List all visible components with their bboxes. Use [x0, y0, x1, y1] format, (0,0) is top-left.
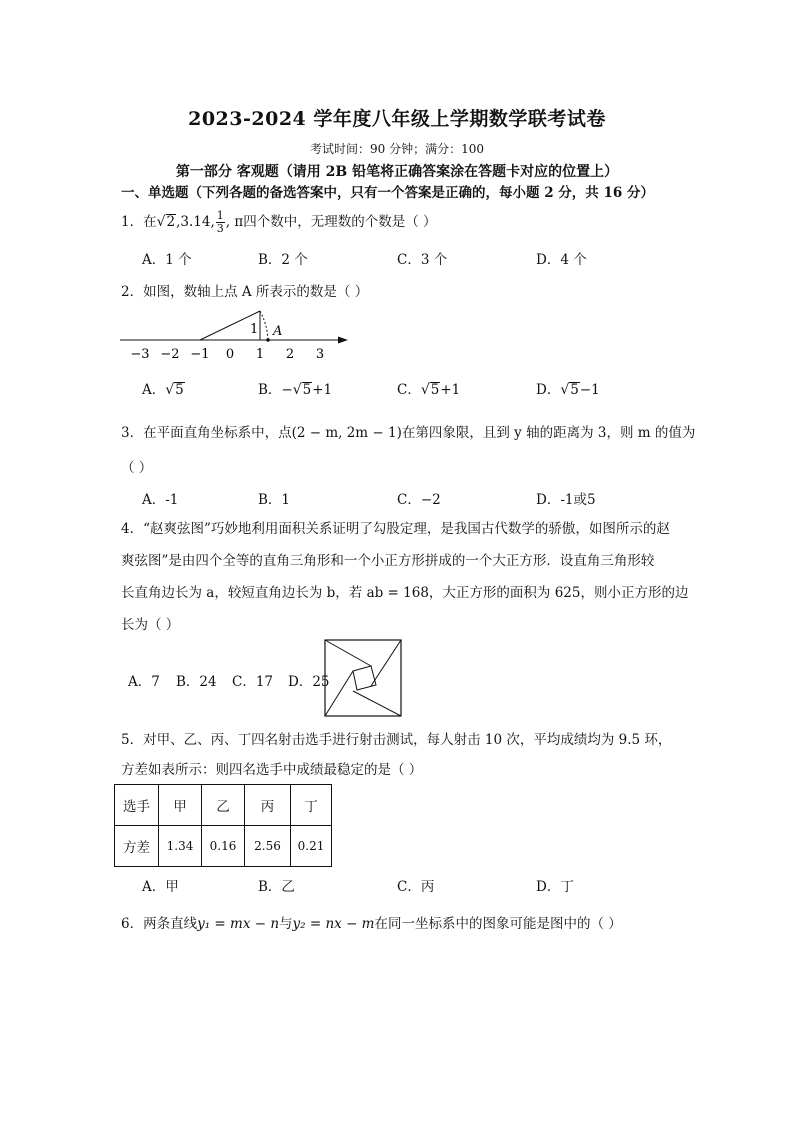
q6-prefix: 6．两条直线 [121, 916, 198, 932]
q2-option-a[interactable] [142, 378, 185, 398]
q1-frac-num: 1 [216, 209, 224, 222]
q2-option-d[interactable] [536, 378, 600, 398]
q4-option-a[interactable]: A．7 [128, 674, 160, 690]
sqrt-symbol: √ [560, 382, 570, 398]
number-line-figure [118, 302, 358, 364]
variance-table [114, 784, 332, 867]
question-2-stem: 2．如图，数轴上点 A 所表示的数是（ ） [121, 284, 369, 300]
q6-suffix: 在同一坐标系中的图象可能是图中的（ ） [374, 916, 622, 932]
small-square [353, 666, 376, 690]
question-5-line-1: 5．对甲、乙、丙、丁四名射击选手进行射击测试，每人射击 10 次，平均成绩均为 9.5 环， [121, 732, 672, 748]
option-radicand: 5 [570, 382, 579, 398]
option-letter: D． [536, 382, 561, 398]
question-1-stem [121, 210, 437, 235]
option-letter: A． [142, 382, 166, 398]
q1-sqrt-content: 2 [166, 214, 176, 230]
tick-label-neg1: −1 [190, 347, 210, 362]
q4-option-c[interactable]: C．17 [232, 674, 274, 690]
q1-option-c[interactable]: C．3 个 [397, 252, 448, 268]
tick-label-0: 0 [225, 347, 235, 362]
point-a-label: A [273, 324, 283, 339]
zhao-shuang-diagram [324, 639, 403, 719]
q5-option-a[interactable]: A．甲 [142, 879, 179, 895]
table-cell: 0.21 [291, 826, 332, 867]
sqrt-symbol: √ [165, 382, 175, 398]
point-a-dot [266, 338, 270, 342]
question-4-line-4: 长为（ ） [121, 617, 180, 633]
table-cell: 乙 [202, 785, 245, 826]
question-3-stem: 3．在平面直角坐标系中，点(2 − m, 2m − 1)在第四象限，且到 y 轴的距离为 3，则 m 的值为 [121, 425, 696, 441]
section-heading: 一、单选题（下列各题的备选答案中，只有一个答案是正确的，每小题 2 分，共 16 分） [121, 185, 654, 201]
q1-option-b[interactable]: B．2 个 [258, 252, 308, 268]
table-cell: 丁 [291, 785, 332, 826]
sqrt-symbol: √ [420, 382, 430, 398]
q3-option-c[interactable]: C．−2 [397, 492, 441, 508]
option-radicand: 5 [302, 382, 312, 398]
table-row [115, 826, 332, 867]
table-cell: 2.56 [245, 826, 291, 867]
q3-option-d[interactable]: D．-1或5 [536, 492, 596, 508]
q1-prefix: 1．在 [121, 214, 157, 230]
q5-option-d[interactable]: D．丁 [536, 879, 574, 895]
exam-subtitle: 考试时间：90 分钟；满分：100 [310, 142, 484, 156]
compass-arc [260, 311, 268, 340]
sqrt-symbol: √ [156, 214, 166, 230]
q5-option-b[interactable]: B．乙 [258, 879, 295, 895]
table-header-row [115, 785, 332, 826]
table-cell: 0.16 [202, 826, 245, 867]
question-4-line-2: 爽弦图”是由四个全等的直角三角形和一个小正方形拼成的一个大正方形．设直角三角形较 [121, 553, 655, 569]
triangle-edge-3 [353, 691, 401, 716]
option-post: +1 [440, 382, 461, 398]
question-5-line-2: 方差如表所示：则四名选手中成绩最稳定的是（ ） [121, 762, 423, 778]
q1-option-d[interactable]: D．4 个 [536, 252, 587, 268]
option-letter: B． [258, 382, 282, 398]
option-letter: C． [397, 382, 421, 398]
option-post: −1 [579, 382, 600, 398]
big-square [325, 640, 401, 716]
tick-label-neg2: −2 [160, 347, 180, 362]
table-cell: 选手 [115, 785, 159, 826]
triangle-side-label: 1 [250, 322, 259, 337]
sqrt-symbol: √ [292, 382, 302, 398]
table-cell: 甲 [159, 785, 202, 826]
question-3-stem-cont: （ ） [121, 460, 153, 476]
option-pre: − [281, 382, 293, 398]
exam-title: 2023-2024 学年度八年级上学期数学联考试卷 [188, 108, 606, 130]
q3-option-a[interactable]: A．-1 [142, 492, 179, 508]
question-6-stem [121, 912, 622, 932]
triangle-edge-4 [325, 671, 353, 716]
question-4-line-1: 4．“赵爽弦图”巧妙地利用面积关系证明了勾股定理，是我国古代数学的骄傲，如图所示的赵 [121, 521, 670, 537]
tick-label-1: 1 [255, 347, 265, 362]
q6-eq1: y₁ = mx − n [197, 916, 280, 932]
q6-eq2: y₂ = nx − m [292, 916, 375, 932]
table-cell: 1.34 [159, 826, 202, 867]
q1-fraction [216, 210, 225, 235]
question-4-line-3: 长直角边长为 a，较短直角边长为 b，若 ab = 168，大正方形的面积为 625，则小正方形的边 [121, 585, 689, 601]
q4-option-d[interactable]: D．25 [288, 674, 330, 690]
q1-suffix: , π四个数中，无理数的个数是（ ） [225, 214, 437, 230]
q1-option-a[interactable]: A．1 个 [142, 252, 192, 268]
tick-label-3: 3 [315, 347, 325, 362]
tick-label-neg3: −3 [130, 347, 150, 362]
q4-option-b[interactable]: B．24 [176, 674, 217, 690]
part-heading: 第一部分 客观题（请用 2B 铅笔将正确答案涂在答题卡对应的位置上） [175, 164, 619, 180]
q3-option-b[interactable]: B．1 [258, 492, 291, 508]
q2-option-c[interactable] [397, 378, 460, 398]
option-radicand: 5 [430, 382, 440, 398]
option-radicand: 5 [175, 382, 184, 398]
q5-option-c[interactable]: C．丙 [397, 879, 435, 895]
q6-mid: 与 [279, 916, 293, 932]
q1-mid: ,3.14, [176, 214, 215, 230]
table-cell: 丙 [245, 785, 291, 826]
option-post: +1 [312, 382, 333, 398]
q1-frac-den: 3 [216, 222, 224, 235]
number-line-arrow [338, 337, 348, 344]
q2-option-b[interactable] [258, 378, 332, 398]
triangle-edge-2 [371, 640, 401, 686]
tick-label-2: 2 [285, 347, 295, 362]
triangle-edge-1 [325, 640, 371, 666]
table-cell: 方差 [115, 826, 159, 867]
